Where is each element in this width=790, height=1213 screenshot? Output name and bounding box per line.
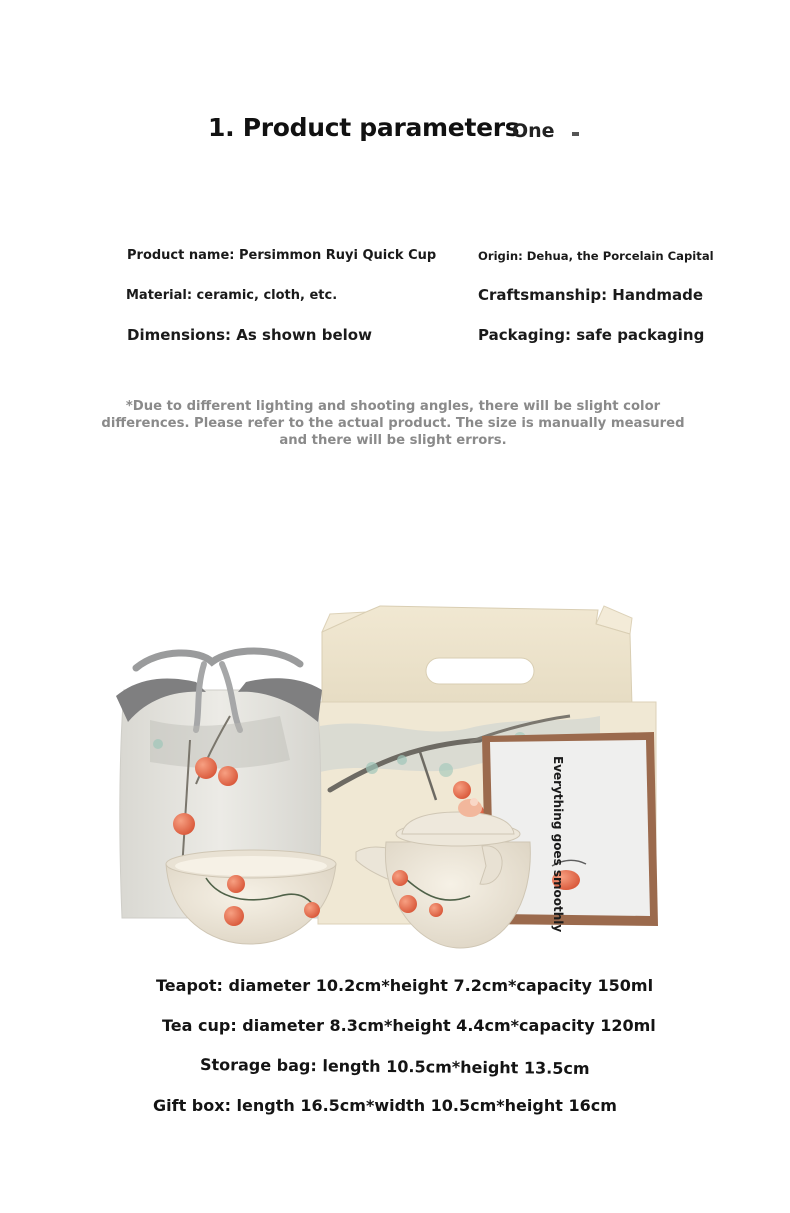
title-suffix: One xyxy=(512,120,555,142)
dimension-teapot: Teapot: diameter 10.2cm*height 7.2cm*capacity 150ml xyxy=(156,976,654,995)
disclaimer-note: *Due to different lighting and shooting angles, there will be slight color differences. Please refer to the actual product. The size is manually measured and there will be slight errors. xyxy=(101,399,685,448)
tea-cup xyxy=(166,850,336,944)
title-mark xyxy=(572,132,579,136)
dimension-gift-box: Gift box: length 16.5cm*width 10.5cm*height 16cm xyxy=(153,1096,617,1115)
towel-text: Everything goes smoothly xyxy=(551,756,565,933)
param-origin: Origin: Dehua, the Porcelain Capital xyxy=(478,249,714,263)
param-packaging: Packaging: safe packaging xyxy=(478,326,705,344)
param-dimensions: Dimensions: As shown below xyxy=(127,326,372,344)
dimension-tea-cup: Tea cup: diameter 8.3cm*height 4.4cm*capacity 120ml xyxy=(162,1016,656,1035)
param-product-name: Product name: Persimmon Ruyi Quick Cup xyxy=(127,248,437,263)
page-title: 1. Product parameters xyxy=(208,113,520,142)
param-material: Material: ceramic, cloth, etc. xyxy=(126,288,338,303)
product-photo xyxy=(100,590,680,960)
dimension-storage-bag: Storage bag: length 10.5cm*height 13.5cm xyxy=(199,1055,590,1079)
section-header xyxy=(0,110,790,150)
param-craftsmanship: Craftsmanship: Handmade xyxy=(478,286,704,304)
